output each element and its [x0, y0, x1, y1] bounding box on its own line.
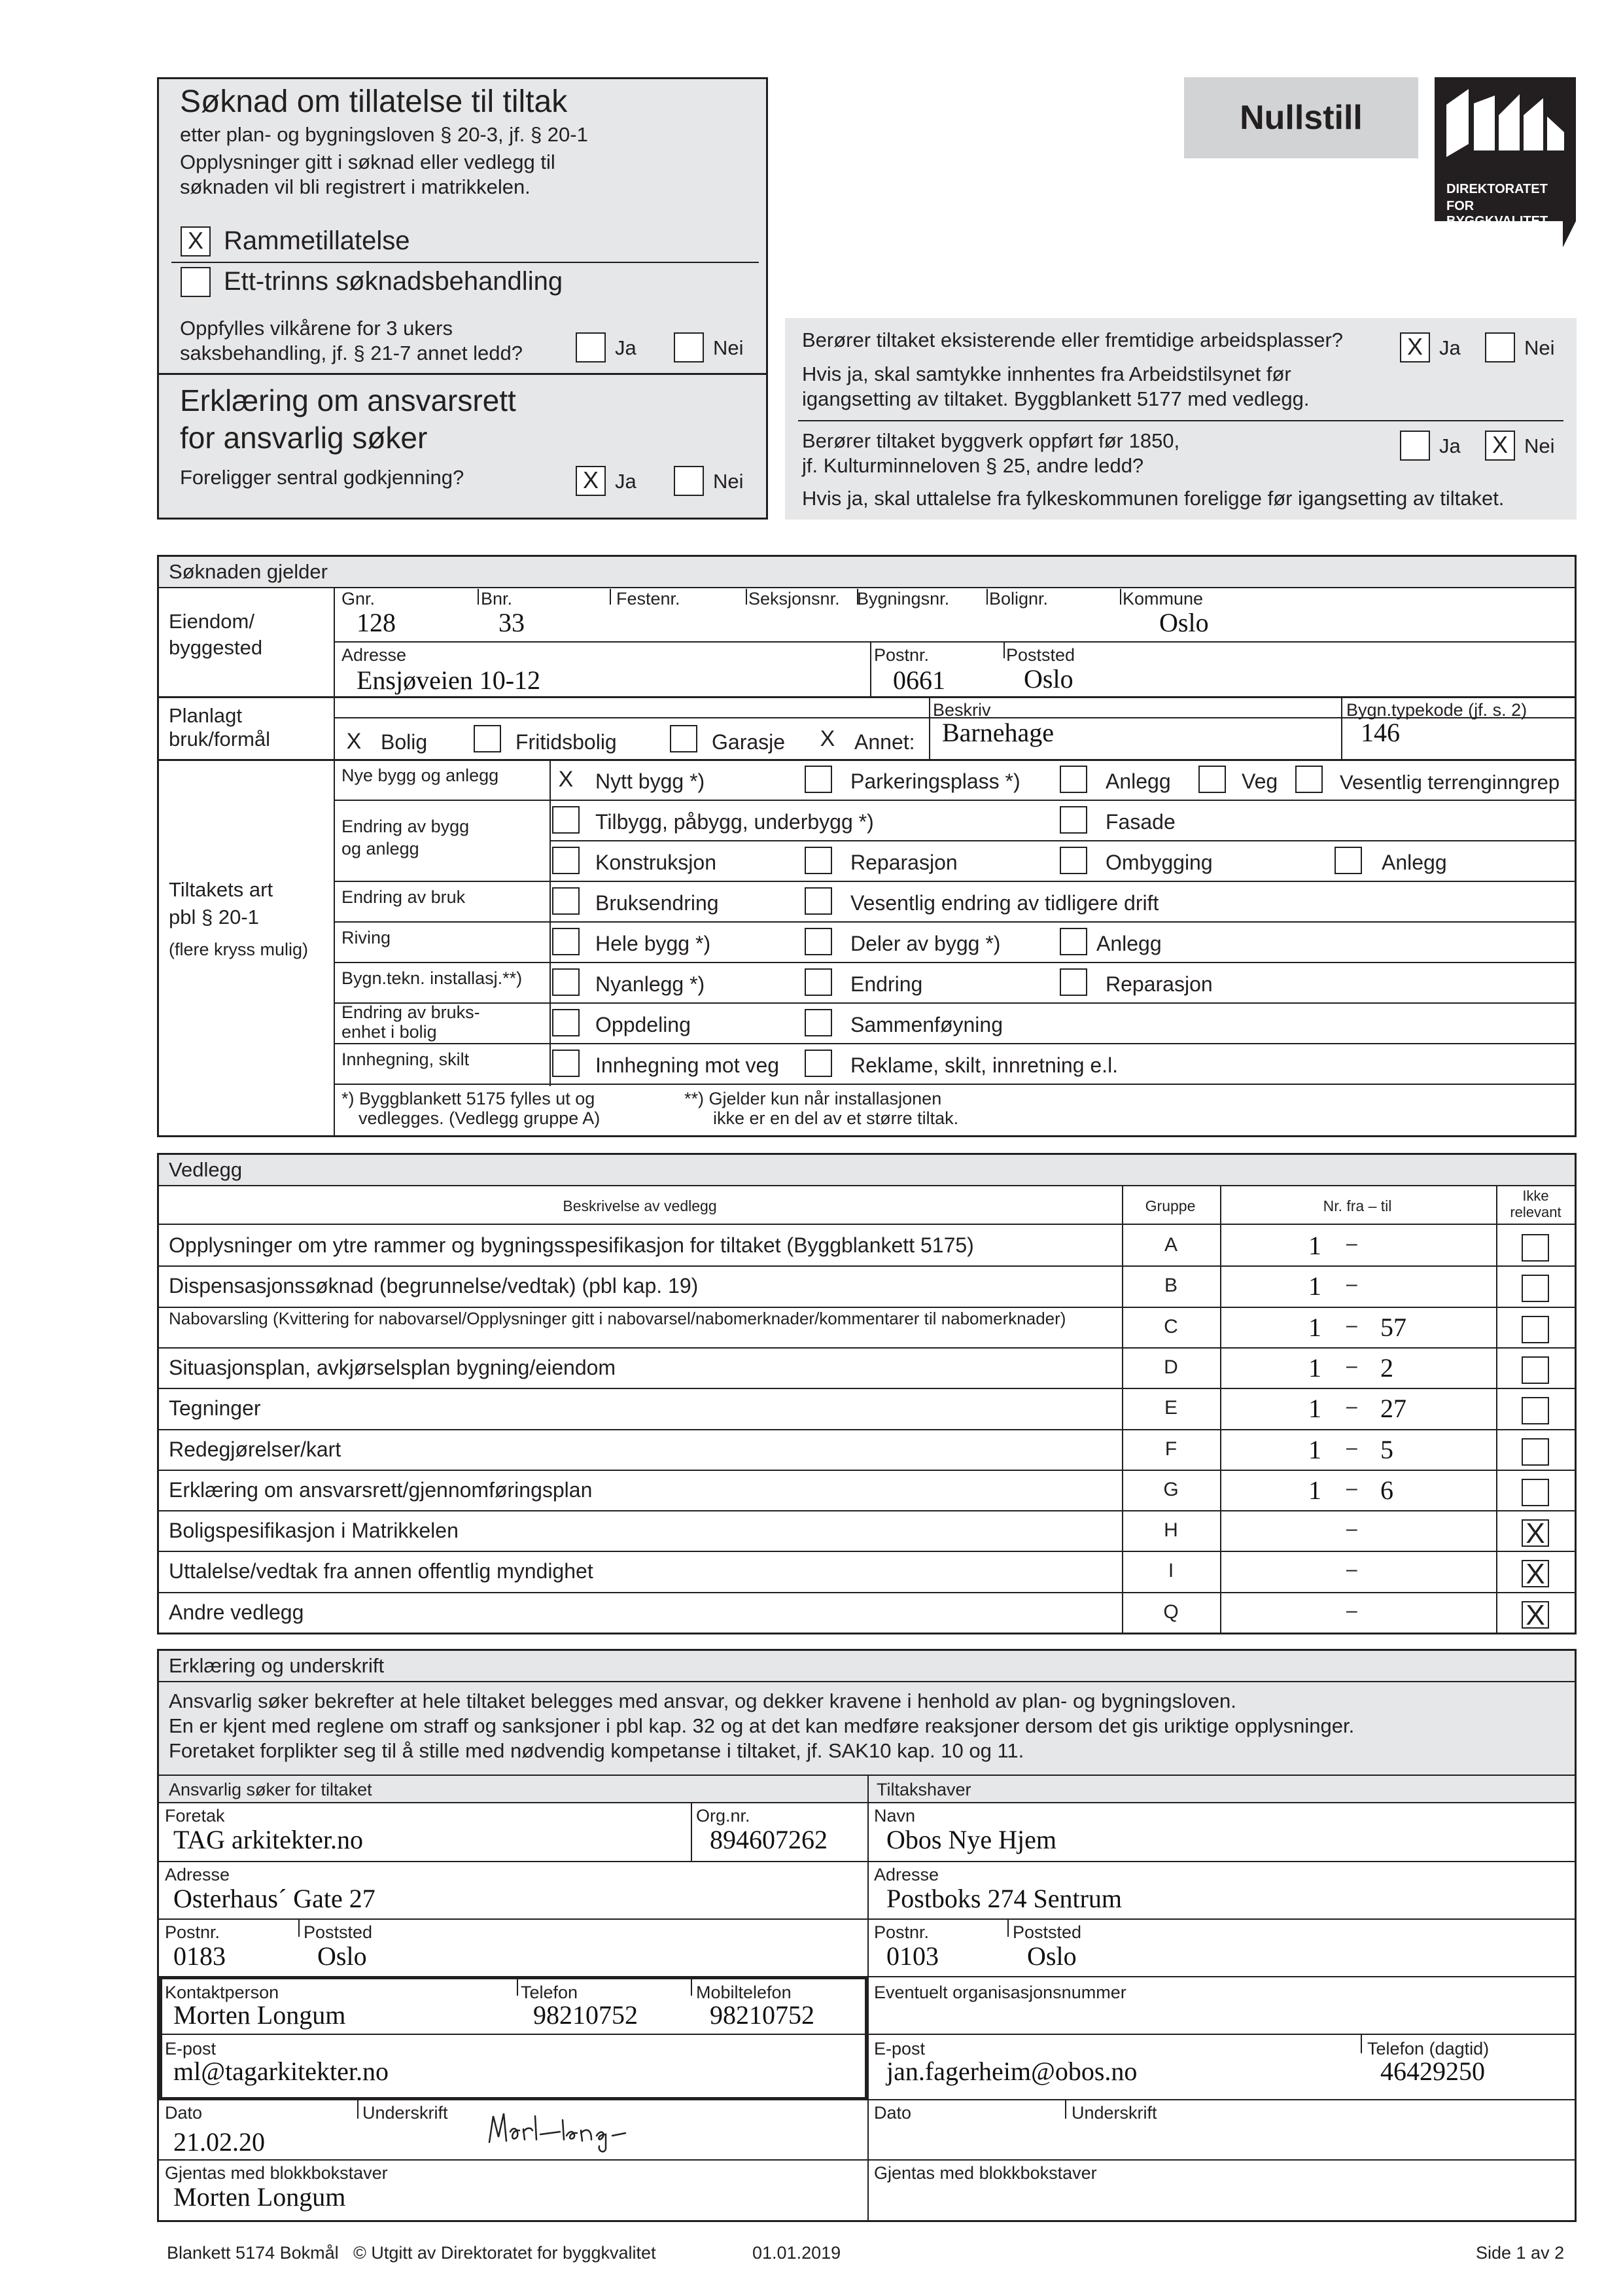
tiltak-label-2: pbl § 20-1 [169, 906, 259, 928]
veg-label: Veg [1242, 769, 1278, 793]
th-dato-label: Dato [874, 2103, 912, 2123]
row-bruksenhet-label-1: Endring av bruks- [341, 1002, 480, 1022]
vedlegg-row-ikke-checkbox[interactable] [1522, 1316, 1549, 1343]
foretak-label: Foretak [165, 1806, 225, 1826]
soker-dato-value[interactable]: 21.02.20 [173, 2127, 265, 2157]
arbeidsplasser-question: Berører tiltaket eksisterende eller fremtidige arbeidsplasser? [802, 328, 1344, 351]
soker-underskrift-label: Underskrift [362, 2103, 448, 2123]
th-postnr-label: Postnr. [874, 1922, 930, 1942]
navn-label: Navn [874, 1806, 916, 1826]
vedlegg-row-ikke-checkbox[interactable] [1522, 1438, 1549, 1466]
arbeidsplasser-nei-label: Nei [1524, 336, 1555, 359]
vedlegg-row-divider [159, 1388, 1575, 1389]
tiltak-label-1: Tiltakets art [169, 878, 273, 901]
footer-date: 01.01.2019 [752, 2243, 841, 2263]
sentral-ja-checkbox[interactable]: X [576, 466, 606, 496]
arbeidsplasser-nei-checkbox[interactable] [1485, 332, 1515, 362]
vedlegg-row-dash: – [1346, 1436, 1357, 1458]
kulturminne-question-2: jf. Kulturminneloven § 25, andre ledd? [802, 454, 1144, 477]
vedlegg-row-group: A [1164, 1234, 1178, 1256]
sammenfoyning-label: Sammenføyning [850, 1013, 1003, 1036]
hele-bygg-label: Hele bygg *) [595, 932, 711, 955]
endring-checkbox[interactable] [805, 968, 832, 996]
reklame-checkbox[interactable] [805, 1050, 832, 1077]
bolig-checkbox[interactable]: X [340, 728, 368, 755]
planlagt-label-2: bruk/formål [169, 728, 271, 751]
th-adresse-label: Adresse [874, 1865, 939, 1884]
vedlegg-row-desc: Nabovarsling (Kvittering for nabovarsel/Opplysninger gitt i nabovarsel/nabomerknader/kommentarer til nabomerknader) [169, 1308, 1066, 1328]
vedlegg-row-group: B [1164, 1275, 1178, 1297]
kulturminne-ja-checkbox[interactable] [1400, 431, 1430, 461]
vedlegg-row-group: C [1164, 1315, 1178, 1337]
registry-note-1: Opplysninger gitt i søknad eller vedlegg til [180, 150, 555, 173]
adresse-value[interactable]: Ensjøveien 10-12 [357, 665, 541, 695]
logo-text-2: FOR BYGGKVALITET [1446, 199, 1548, 228]
anlegg-2-checkbox[interactable] [1335, 847, 1362, 874]
eiendom-label-1: Eiendom/ [169, 610, 254, 633]
soker-epost-value[interactable]: ml@tagarkitekter.no [173, 2057, 389, 2086]
terreng-label: Vesentlig terrenginngrep [1340, 771, 1560, 794]
soker-epost-label: E-post [165, 2039, 217, 2058]
tre-uker-ja-label: Ja [615, 336, 637, 359]
reset-button[interactable]: Nullstill [1184, 77, 1418, 158]
poststed-value[interactable]: Oslo [1024, 664, 1073, 694]
tiltak-label-3: (flere kryss mulig) [169, 940, 309, 959]
tre-uker-question-2: saksbehandling, jf. § 21-7 annet ledd? [180, 342, 523, 364]
soker-poststed-label: Poststed [304, 1922, 373, 1942]
vesentlig-endring-checkbox[interactable] [805, 887, 832, 915]
innhegning-veg-label: Innhegning mot veg [595, 1053, 780, 1077]
soker-gjentas-value[interactable]: Morten Longum [173, 2182, 346, 2212]
vedlegg-row-desc: Boligspesifikasjon i Matrikkelen [169, 1519, 459, 1543]
vedlegg-row-to[interactable]: 6 [1380, 1475, 1393, 1505]
vedlegg-row-group: F [1164, 1438, 1178, 1460]
reparasjon-2-label: Reparasjon [1106, 972, 1213, 996]
vesentlig-endring-label: Vesentlig endring av tidligere drift [850, 891, 1159, 915]
soker-adresse-label: Adresse [165, 1865, 230, 1884]
footnote-2b: ikke er en del av et større tiltak. [713, 1108, 959, 1128]
vedlegg-row-ikke-checkbox[interactable] [1522, 1356, 1549, 1384]
nytt-bygg-checkbox[interactable]: X [552, 766, 580, 793]
signature [484, 2103, 641, 2155]
row-endring-label-2: og anlegg [341, 839, 419, 858]
row-bruksenhet-label-2: enhet i bolig [341, 1022, 437, 1042]
vedlegg-row-group: G [1163, 1478, 1179, 1500]
tilbygg-checkbox[interactable] [552, 806, 580, 834]
vedlegg-col-desc: Beskrivelse av vedlegg [563, 1197, 717, 1214]
vedlegg-row-ikke-checkbox[interactable]: X [1522, 1601, 1549, 1629]
vedlegg-row-from[interactable]: 1 [1308, 1475, 1321, 1505]
soker-dato-label: Dato [165, 2103, 203, 2123]
bolignr-label: Bolignr. [989, 589, 1049, 609]
parkering-label: Parkeringsplass *) [850, 769, 1021, 793]
vedlegg-row-dash: – [1346, 1559, 1357, 1581]
anlegg-1-label: Anlegg [1106, 769, 1171, 793]
vedlegg-row-ikke-checkbox[interactable] [1522, 1275, 1549, 1302]
row-nye-label: Nye bygg og anlegg [341, 766, 499, 785]
vedlegg-row-ikke-checkbox[interactable]: X [1522, 1560, 1549, 1587]
vedlegg-row-desc: Uttalelse/vedtak fra annen offentlig myndighet [169, 1559, 593, 1583]
registry-note-2: søknaden vil bli registrert i matrikkelen. [180, 175, 531, 198]
form-subtitle: etter plan- og bygningsloven § 20-3, jf. § 20-1 [180, 123, 588, 146]
vedlegg-col-ikke-2: relevant [1510, 1204, 1562, 1220]
rammetillatelse-checkbox[interactable]: X [181, 226, 211, 256]
nyanlegg-label: Nyanlegg *) [595, 972, 705, 996]
hele-bygg-checkbox[interactable] [552, 928, 580, 955]
reklame-label: Reklame, skilt, innretning e.l. [850, 1053, 1119, 1077]
sentral-nei-checkbox[interactable] [674, 466, 704, 496]
kontakt-label: Kontaktperson [165, 1983, 279, 2002]
vedlegg-row-desc: Dispensasjonssøknad (begrunnelse/vedtak) (pbl kap. 19) [169, 1274, 699, 1298]
vedlegg-row-dash: – [1346, 1273, 1357, 1296]
soker-postnr-label: Postnr. [165, 1922, 220, 1942]
kulturminne-question-1: Berører tiltaket byggverk oppført før 1850, [802, 429, 1180, 452]
deler-av-bygg-label: Deler av bygg *) [850, 932, 1001, 955]
erklaering-text-1: Ansvarlig søker bekrefter at hele tiltaket belegges med ansvar, og dekker kravene i henhold av plan- og bygningsloven. [169, 1689, 1236, 1712]
vedlegg-row-group: H [1164, 1519, 1178, 1542]
row-installasj-label: Bygn.tekn. installasj.**) [341, 968, 523, 988]
tre-uker-ja-checkbox[interactable] [576, 332, 606, 362]
deler-av-bygg-checkbox[interactable] [805, 928, 832, 955]
orgnr-eventuelt-label: Eventuelt organisasjonsnummer [874, 1983, 1126, 2002]
fylkeskommune-info: Hvis ja, skal uttalelse fra fylkeskommunen foreligge før igangsetting av tiltaket. [802, 487, 1505, 510]
annet-label: Annet: [854, 730, 915, 754]
bruksendring-checkbox[interactable] [552, 887, 580, 915]
garasje-label: Garasje [712, 730, 786, 754]
nyanlegg-checkbox[interactable] [552, 968, 580, 996]
arbeidsplasser-ja-checkbox[interactable]: X [1400, 332, 1430, 362]
footnote-1a: *) Byggblankett 5175 fylles ut og [341, 1089, 595, 1108]
sentral-ja-label: Ja [615, 470, 637, 493]
tre-uker-question-1: Oppfylles vilkårene for 3 ukers [180, 317, 453, 340]
vedlegg-row-dash: – [1346, 1233, 1357, 1254]
vedlegg-row-divider [159, 1265, 1575, 1267]
tre-uker-nei-label: Nei [713, 336, 744, 359]
etttrinn-label: Ett-trinns søknadsbehandling [224, 267, 563, 296]
gnr-label: Gnr. [341, 589, 375, 609]
vedlegg-row-from[interactable]: 1 [1308, 1312, 1321, 1342]
reparasjon-label: Reparasjon [850, 851, 958, 874]
parkering-checkbox[interactable] [805, 766, 832, 793]
soker-postnr-value[interactable]: 0183 [173, 1941, 226, 1971]
bolig-label: Bolig [381, 730, 428, 754]
bnr-value[interactable]: 33 [498, 608, 525, 637]
poststed-label: Poststed [1006, 645, 1075, 665]
erklaering-title: Erklæring og underskrift [169, 1654, 385, 1677]
vedlegg-row-divider [159, 1429, 1575, 1430]
terreng-checkbox[interactable] [1295, 766, 1323, 793]
navn-value[interactable]: Obos Nye Hjem [886, 1825, 1056, 1854]
vedlegg-row-desc: Redegjørelser/kart [169, 1437, 341, 1461]
oppdeling-label: Oppdeling [595, 1013, 691, 1036]
row-bruk-label: Endring av bruk [341, 887, 466, 907]
erklaering-title-2: for ansvarlig søker [180, 421, 428, 455]
th-gjentas-label: Gjentas med blokkbokstaver [874, 2163, 1097, 2183]
vedlegg-row-divider [159, 1307, 1575, 1308]
th-postnr-value[interactable]: 0103 [886, 1941, 939, 1971]
reparasjon-checkbox[interactable] [805, 847, 832, 874]
row-innhegning-label: Innhegning, skilt [341, 1050, 470, 1069]
bygningsnr-label: Bygningsnr. [857, 589, 950, 609]
telefon-value[interactable]: 98210752 [533, 2000, 638, 2030]
mobil-label: Mobiltelefon [696, 1983, 792, 2002]
soknad-section-header [159, 557, 1575, 587]
vedlegg-row-from[interactable]: 1 [1308, 1434, 1321, 1464]
vedlegg-row-group: D [1164, 1356, 1178, 1378]
footer-blankett: Blankett 5174 Bokmål [167, 2243, 339, 2263]
bruksendring-label: Bruksendring [595, 891, 719, 915]
vedlegg-row-ikke-checkbox[interactable] [1522, 1479, 1549, 1506]
fritidsbolig-label: Fritidsbolig [515, 730, 617, 754]
vedlegg-row-dash: – [1346, 1314, 1357, 1336]
vedlegg-col-nr: Nr. fra – til [1323, 1197, 1392, 1214]
arbeidstilsynet-info-1: Hvis ja, skal samtykke innhentes fra Arbeidstilsynet før [802, 362, 1291, 385]
vedlegg-row-ikke-checkbox[interactable] [1522, 1397, 1549, 1424]
konstruksjon-checkbox[interactable] [552, 847, 580, 874]
soknad-section-title: Søknaden gjelder [169, 560, 328, 583]
etttrinn-checkbox[interactable] [181, 267, 211, 297]
footnote-1b: vedlegges. (Vedlegg gruppe A) [358, 1108, 601, 1128]
vedlegg-row-divider [159, 1347, 1575, 1349]
signature-scribble [484, 2103, 641, 2155]
oppdeling-checkbox[interactable] [552, 1009, 580, 1036]
anlegg-3-checkbox[interactable] [1060, 928, 1087, 955]
vedlegg-row-dash: – [1346, 1396, 1357, 1418]
vedlegg-row-to[interactable]: 27 [1380, 1394, 1406, 1424]
anlegg-3-label: Anlegg [1096, 932, 1162, 955]
vedlegg-row-desc: Andre vedlegg [169, 1600, 304, 1624]
sentral-nei-label: Nei [713, 470, 744, 493]
vedlegg-row-from[interactable]: 1 [1308, 1394, 1321, 1424]
vedlegg-col-gruppe: Gruppe [1145, 1197, 1196, 1214]
vedlegg-row-dash: – [1346, 1354, 1357, 1377]
kulturminne-ja-label: Ja [1439, 434, 1461, 457]
orgnr-value[interactable]: 894607262 [710, 1825, 828, 1854]
vedlegg-row-from[interactable]: 1 [1308, 1231, 1321, 1260]
th-epost-label: E-post [874, 2039, 926, 2058]
tre-uker-nei-checkbox[interactable] [674, 332, 704, 362]
soker-poststed-value[interactable]: Oslo [317, 1941, 367, 1971]
soker-gjentas-label: Gjentas med blokkbokstaver [165, 2163, 388, 2183]
seksjonsnr-label: Seksjonsnr. [748, 589, 840, 609]
vedlegg-row-divider [159, 1510, 1575, 1511]
anlegg-1-checkbox[interactable] [1060, 766, 1087, 793]
eiendom-label-2: byggested [169, 636, 263, 659]
vedlegg-col-ikke-1: Ikke [1522, 1188, 1549, 1204]
anlegg-2-label: Anlegg [1382, 851, 1447, 874]
innhegning-checkbox[interactable] [552, 1050, 580, 1077]
kommune-label: Kommune [1123, 589, 1204, 609]
vedlegg-row-divider [159, 1551, 1575, 1552]
veg-checkbox[interactable] [1198, 766, 1226, 793]
ombygging-checkbox[interactable] [1060, 847, 1087, 874]
kulturminne-nei-checkbox[interactable]: X [1485, 431, 1515, 461]
typekode-value[interactable]: 146 [1361, 718, 1400, 747]
footnote-2a: **) Gjelder kun når installasjonen [684, 1089, 942, 1108]
erklaering-text-2: En er kjent med reglene om straff og sanksjoner i pbl kap. 32 og at det kan medføre reaksjoner dersom det gis uriktige opplysninger. [169, 1714, 1355, 1737]
vedlegg-row-dash: – [1346, 1599, 1357, 1621]
vedlegg-row-desc: Tegninger [169, 1396, 261, 1421]
arbeidstilsynet-info-2: igangsetting av tiltaket. Byggblankett 5177 med vedlegg. [802, 387, 1310, 410]
nytt-bygg-label: Nytt bygg *) [595, 769, 705, 793]
vedlegg-row-to[interactable]: 5 [1380, 1434, 1393, 1464]
tilbygg-label: Tilbygg, påbygg, underbygg *) [595, 810, 874, 834]
adresse-label: Adresse [341, 645, 407, 665]
vedlegg-row-desc: Opplysninger om ytre rammer og bygningsspesifikasjon for tiltaket (Byggblankett 5175) [169, 1233, 974, 1257]
vedlegg-row-group: I [1168, 1560, 1174, 1582]
annet-checkbox[interactable]: X [814, 725, 841, 752]
soker-header: Ansvarlig søker for tiltaket [169, 1780, 372, 1799]
th-poststed-label: Poststed [1013, 1922, 1082, 1942]
vedlegg-row-to[interactable]: 57 [1380, 1312, 1406, 1342]
kulturminne-nei-label: Nei [1524, 434, 1555, 457]
arbeidsplasser-ja-label: Ja [1439, 336, 1461, 359]
footer-page: Side 1 av 2 [1476, 2243, 1565, 2263]
reparasjon-2-checkbox[interactable] [1060, 968, 1087, 996]
vedlegg-header [159, 1155, 1575, 1185]
mobil-value[interactable]: 98210752 [710, 2000, 814, 2030]
planlagt-label-1: Planlagt [169, 704, 243, 727]
row-riving-label: Riving [341, 928, 391, 947]
logo-text-1: DIREKTORATET [1446, 182, 1548, 196]
sentral-godkjenning-question: Foreligger sentral godkjenning? [180, 466, 464, 489]
konstruksjon-label: Konstruksjon [595, 851, 716, 874]
ombygging-label: Ombygging [1106, 851, 1213, 874]
soker-adresse-value[interactable]: Osterhaus´ Gate 27 [173, 1884, 375, 1913]
vedlegg-row-from[interactable]: 1 [1308, 1271, 1321, 1301]
endring-label: Endring [850, 972, 923, 996]
vedlegg-row-divider [159, 1470, 1575, 1471]
typekode-label: Bygn.typekode (jf. s. 2) [1346, 700, 1527, 720]
vedlegg-row-dash: – [1346, 1518, 1357, 1540]
form-title: Søknad om tillatelse til tiltak [180, 84, 568, 119]
footer-copyright: © Utgitt av Direktoratet for byggkvalitet [353, 2243, 656, 2263]
gnr-value[interactable]: 128 [357, 608, 396, 637]
telefon-label: Telefon [521, 1983, 578, 2002]
postnr-value[interactable]: 0661 [893, 665, 945, 695]
fasade-checkbox[interactable] [1060, 806, 1087, 834]
foretak-value[interactable]: TAG arkitekter.no [173, 1825, 364, 1854]
vedlegg-row-to[interactable]: 2 [1380, 1352, 1393, 1383]
beskriv-label: Beskriv [933, 700, 991, 720]
vedlegg-row-desc: Erklæring om ansvarsrett/gjennomføringsplan [169, 1477, 593, 1502]
fritidsbolig-checkbox[interactable] [474, 725, 501, 752]
fasade-label: Fasade [1106, 810, 1176, 834]
kontakt-value[interactable]: Morten Longum [173, 2000, 346, 2030]
postnr-label: Postnr. [874, 645, 930, 665]
rammetillatelse-label: Rammetillatelse [224, 226, 410, 255]
vedlegg-row-ikke-checkbox[interactable]: X [1522, 1519, 1549, 1547]
vedlegg-row-desc: Situasjonsplan, avkjørselsplan bygning/eiendom [169, 1355, 616, 1379]
vedlegg-row-group: Q [1163, 1600, 1179, 1623]
vedlegg-title: Vedlegg [169, 1158, 243, 1181]
th-epost-value[interactable]: jan.fagerheim@obos.no [886, 2057, 1138, 2086]
tlf-dagtid-label: Telefon (dagtid) [1367, 2039, 1490, 2058]
th-poststed-value[interactable]: Oslo [1027, 1941, 1077, 1971]
row-endring-label-1: Endring av bygg [341, 817, 470, 836]
vedlegg-row-group: E [1164, 1397, 1178, 1419]
erklaering-text-3: Foretaket forplikter seg til å stille med nødvendig kompetanse i tiltaket, jf. SAK10 kap. 10 og 11. [169, 1739, 1024, 1762]
th-adresse-value[interactable]: Postboks 274 Sentrum [886, 1884, 1123, 1913]
vedlegg-row-from[interactable]: 1 [1308, 1352, 1321, 1383]
th-underskrift-label: Underskrift [1072, 2103, 1157, 2123]
vedlegg-row-dash: – [1346, 1477, 1357, 1499]
vedlegg-row-divider [159, 1592, 1575, 1593]
vedlegg-row-ikke-checkbox[interactable] [1522, 1234, 1549, 1262]
garasje-checkbox[interactable] [670, 725, 697, 752]
erklaering-title-1: Erklæring om ansvarsrett [180, 383, 516, 417]
sammenfoyning-checkbox[interactable] [805, 1009, 832, 1036]
dibk-logo [1435, 77, 1576, 247]
tlf-dagtid-value[interactable]: 46429250 [1380, 2057, 1485, 2086]
bnr-label: Bnr. [481, 589, 513, 609]
orgnr-label: Org.nr. [696, 1806, 750, 1826]
kommune-value[interactable]: Oslo [1159, 608, 1209, 637]
beskriv-value[interactable]: Barnehage [942, 718, 1055, 747]
festenr-label: Festenr. [616, 589, 680, 609]
tiltakshaver-header: Tiltakshaver [877, 1780, 971, 1799]
